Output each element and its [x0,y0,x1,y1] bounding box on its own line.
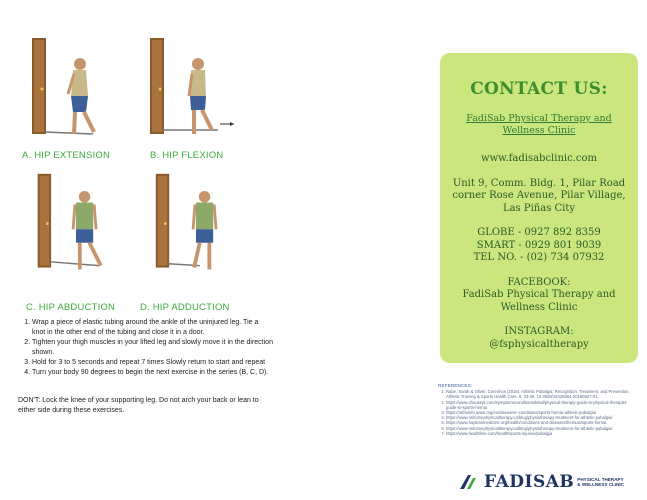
clinic-name-link[interactable]: FadiSab Physical Therapy and Wellness Clinic [466,113,612,136]
reference-item[interactable]: 5. https://www.hopkinsmedicine.org/health/conditions-and-diseases/hernias/sports-hernia [446,420,638,425]
contact-title: CONTACT US: [470,79,608,99]
facebook-page[interactable]: FadiSab Physical Therapy and Wellness Clinic [462,289,616,313]
reference-item[interactable]: 6. https://www.nshomephysicaltherapy.ca/blog/physiotherapy-treatment-for-athletic-pubalgia/ [446,426,638,431]
instruction-step: 2. Tighten your thigh muscles in your lifted leg and slowly move it in the direction shown. [32,338,273,358]
references-heading: REFERENCES: [438,384,473,389]
clinic-address: Unit 9, Comm. Bldg. 1, Pilar Road corner Rose Avenue, Pilar Village, Las Piñas City [452,177,626,214]
references [438,384,638,436]
phone-tel: TEL NO. - (02) 734 07932 [473,252,605,263]
caption-hip-extension: A. HIP EXTENSION [22,150,111,161]
figure-hip-flexion [148,34,238,144]
instruction-step: 4. Turn your body 90 degrees to begin the next exercise in the series (B, C, D). [32,368,273,378]
logo-subtitle-line2: & WELLNESS CLINIC [577,482,624,487]
figure-hip-extension [18,34,108,144]
phone-smart: SMART - 0929 801 9039 [476,239,602,251]
exercise-instructions [18,318,273,378]
reference-item[interactable]: 7. https://www.healthline.com/health/sports-injuries/pubalgia [446,431,638,436]
instagram-label: INSTAGRAM: [504,326,574,337]
logo-mark-icon [458,473,482,491]
facebook-label: FACEBOOK: [507,276,571,288]
caption-hip-flexion: B. HIP FLEXION [150,150,224,161]
reference-item: 1. Rabe, Sarah & Oliver, Cerenhos (2016). Athletic Pubalgia: Recognition, Treatment, and Prevention. Athletic Training & Sports Health Care. 8. 33-39. 10.3928/19425864-20160927-01. [446,389,638,399]
figure-hip-abduction [30,170,120,280]
caption-hip-abduction: C. HIP ABDUCTION [26,302,116,313]
logo-subtitle-line1: PHYSICAL THERAPY [577,476,624,482]
instruction-step: 3. Hold for 3 to 5 seconds and repeat 7 times Slowly return to start and repeat [32,358,273,368]
logo-subtitle [577,477,624,488]
phone-globe: GLOBE - 0927 892 8359 [477,227,601,238]
logo-wordmark: FADISAB [484,472,575,492]
contact-panel [440,53,638,363]
clinic-logo [458,472,624,492]
figure-hip-adduction [150,170,240,280]
reference-item[interactable]: 3. https://orthoinfo.aaos.org/en/diseases--conditions/sports-hernia-athletic-pubalgia/ [446,410,638,415]
instruction-step: 1. Wrap a piece of elastic tubing around the ankle of the uninjured leg. Tie a knot in the other end of the tubing and close it in a door. [32,318,273,338]
caption-hip-adduction: D. HIP ADDUCTION [140,302,230,313]
reference-item[interactable]: 4. https://www.nshomephysicaltherapy.ca/blog/physiotherapy-treatment-for-athletic-pubalgia/ [446,415,638,420]
dont-warning: DON'T: Lock the knee of your supporting leg. Do not arch your back or lean to either side during these exercises. [18,397,259,414]
reference-item[interactable]: 2. https://www.choosept.com/symptomsconditionsdetail/physical-therapy-guide-to-physical-therapist-guide-to-sports-hernia [446,400,638,410]
website-link[interactable]: www.fadisabclinic.com [481,153,597,164]
instagram-handle[interactable]: @fsphysicaltherapy [489,338,589,350]
